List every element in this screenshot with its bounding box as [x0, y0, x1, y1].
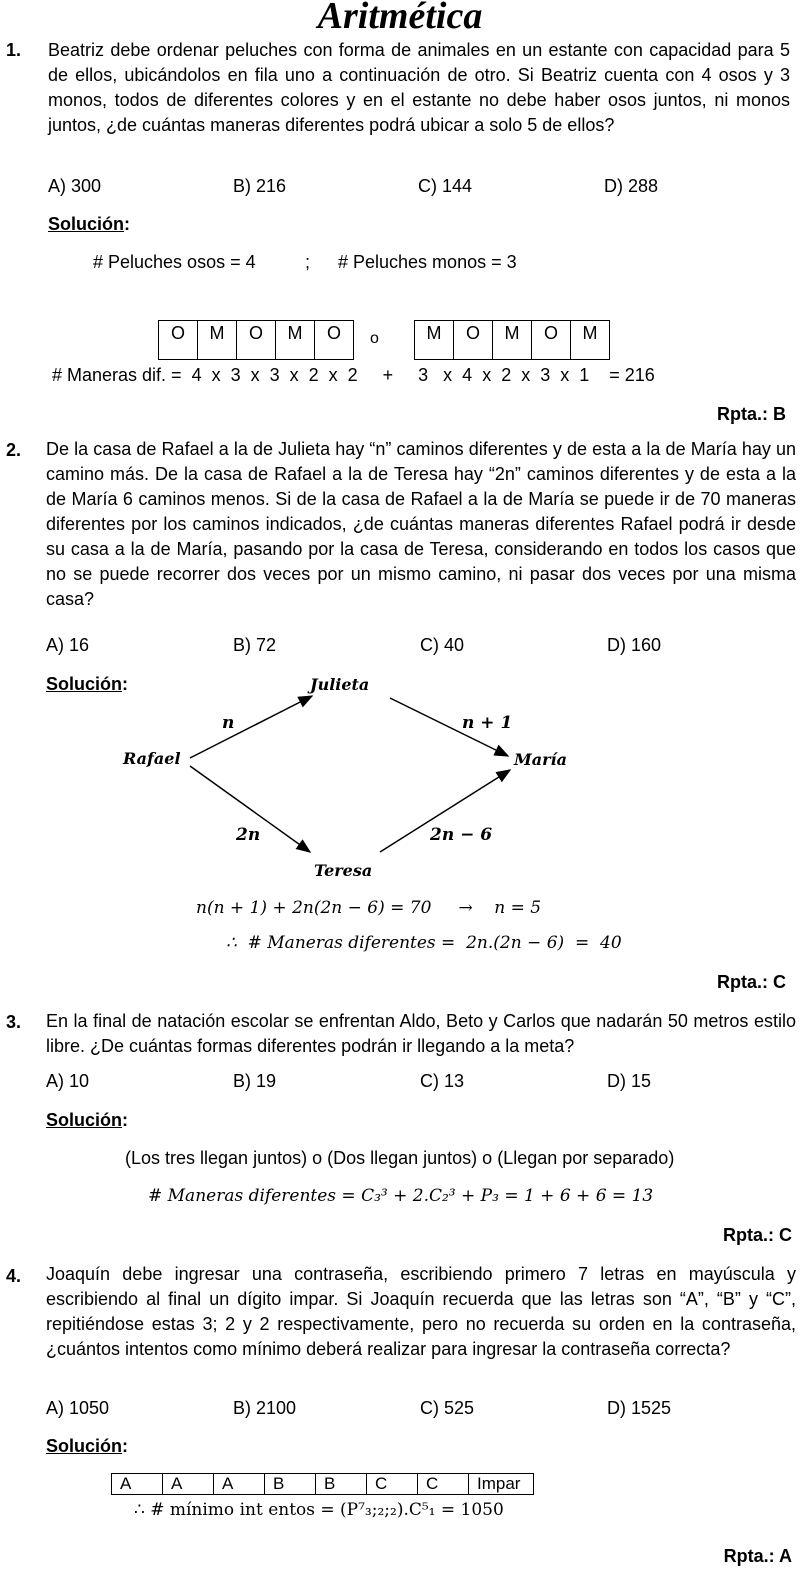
q1-option-c: C) 144	[418, 176, 473, 196]
q2-route-diagram	[0, 660, 800, 900]
question-4-text: Joaquín debe ingresar una contraseña, escribiendo primero 7 letras en mayúscula y escribiendo al final un dígito impar. Si Joaquín recuerda que las letras son “A”, “B” y “C”, repitiéndose estas 3; 2 y 2 respectivamente, pero no recuerda su orden en la contraseña, ¿cuántos intentos como mínimo deberá realizar para ingresar la contraseña correcta?	[46, 1264, 796, 1359]
q3-answer: Rpta.: C	[723, 1225, 792, 1245]
question-4-number: 4.	[6, 1266, 22, 1286]
box-cell: O	[454, 321, 493, 360]
q4-option-b: B) 2100	[233, 1398, 297, 1418]
box-cell: O	[237, 321, 276, 360]
q4-option-d: D) 1525	[607, 1398, 672, 1418]
q2-result: ∴ # Maneras diferentes = 2n.(2n − 6) = 40	[226, 933, 622, 953]
box-cell: M	[276, 321, 315, 360]
q2-option-b: B) 72	[233, 635, 277, 655]
q1-option-a: A) 300	[48, 176, 102, 196]
password-cell: C	[418, 1474, 469, 1495]
solution-label: Solución	[46, 1110, 122, 1130]
q1-option-b: B) 216	[233, 176, 287, 196]
q2-answer: Rpta.: C	[717, 972, 786, 992]
q1-or-label: o	[370, 330, 379, 347]
q2-solution-heading: Solución:	[46, 674, 128, 694]
q1-given-osos: # Peluches osos = 4	[93, 252, 256, 272]
q3-option-c: C) 13	[420, 1071, 465, 1091]
q3-option-d: D) 15	[607, 1071, 652, 1091]
question-1-number: 1.	[6, 40, 22, 60]
password-cell: A	[163, 1474, 214, 1495]
password-cell: B	[316, 1474, 367, 1495]
page-title: Aritmética	[317, 0, 483, 37]
q4-password-layout	[111, 1473, 534, 1495]
q1-arrangement-left	[158, 320, 354, 360]
q3-option-a: A) 10	[46, 1071, 90, 1091]
edge-rafael-julieta	[190, 696, 312, 758]
node-rafael: Rafael	[123, 749, 181, 768]
box-cell: O	[532, 321, 571, 360]
question-2-number: 2.	[6, 440, 22, 460]
password-cell: B	[265, 1474, 316, 1495]
question-3-number: 3.	[6, 1012, 22, 1032]
box-cell: M	[571, 321, 610, 360]
question-2-text: De la casa de Rafael a la de Julieta hay “n” caminos diferentes y de esta a la de María hay un camino más. De la casa de Rafael a la de Teresa hay “2n” caminos diferentes y de esta a la de María 6 caminos menos. Si de la casa de Rafael a la de María se puede ir de 70 maneras diferentes por los caminos indicados, ¿de cuántas maneras diferentes Rafael podrá ir desde su casa a la de María, pasando por la casa de Teresa, considerando en todos los casos que no se puede recorrer dos veces por un mismo camino, ni pasar dos veces por una misma casa?	[46, 439, 796, 609]
q3-solution-heading: Solución:	[46, 1110, 128, 1130]
q4-option-c: C) 525	[420, 1398, 475, 1418]
q1-given-monos: # Peluches monos = 3	[338, 252, 517, 272]
q2-option-c: C) 40	[420, 635, 465, 655]
q4-formula: ∴ # mínimo int entos = (P⁷₃;₂;₂).C⁵₁ = 1050	[134, 1500, 504, 1520]
box-cell: O	[159, 321, 198, 360]
q1-calculation: # Maneras dif. = 4 x 3 x 3 x 2 x 2 + 3 x 4 x 2 x 3 x 1 = 216	[52, 365, 655, 385]
q3-cases: (Los tres llegan juntos) o (Dos llegan juntos) o (Llegan por separado)	[125, 1148, 675, 1168]
q3-formula: # Maneras diferentes = C₃³ + 2.C₂³ + P₃ = 1 + 6 + 6 = 13	[148, 1186, 654, 1206]
node-julieta: Julieta	[310, 675, 370, 694]
password-cell: A	[214, 1474, 265, 1495]
edge-label-2n: 2n	[236, 825, 261, 845]
box-cell: O	[315, 321, 354, 360]
password-cell: A	[112, 1474, 163, 1495]
q1-arrangement-right	[414, 320, 610, 360]
edge-label-n: n	[222, 713, 235, 733]
password-cell: C	[367, 1474, 418, 1495]
q4-answer: Rpta.: A	[723, 1546, 792, 1566]
node-maria: María	[514, 750, 567, 769]
edge-label-2n-minus-6: 2n − 6	[430, 825, 493, 845]
solution-label: Solución	[48, 214, 124, 234]
q1-answer: Rpta.: B	[717, 404, 786, 424]
q1-given-separator: ;	[305, 252, 311, 272]
box-cell: M	[415, 321, 454, 360]
q3-option-b: B) 19	[233, 1071, 277, 1091]
question-1-text: Beatriz debe ordenar peluches con forma de animales en un estante con capacidad para 5 de ellos, ubicándolos en fila uno a continuación de otro. Si Beatriz cuenta con 4 osos y 3 monos, todos de diferentes colores y en el estante no debe haber osos juntos, ni monos juntos, ¿de cuántas maneras diferentes podrá ubicar a solo 5 de ellos?	[48, 40, 790, 135]
solution-label: Solución	[46, 1436, 122, 1456]
edge-label-n-plus-1: n + 1	[462, 713, 513, 733]
q2-option-a: A) 16	[46, 635, 90, 655]
password-cell: Impar	[469, 1474, 534, 1495]
q4-solution-heading: Solución:	[46, 1436, 128, 1456]
q4-option-a: A) 1050	[46, 1398, 110, 1418]
q1-option-d: D) 288	[604, 176, 659, 196]
solution-label: Solución	[46, 674, 122, 694]
box-cell: M	[493, 321, 532, 360]
q1-solution-heading: Solución:	[48, 214, 130, 234]
q2-equation: n(n + 1) + 2n(2n − 6) = 70 → n = 5	[196, 898, 542, 918]
q2-option-d: D) 160	[607, 635, 662, 655]
question-3-text: En la final de natación escolar se enfrentan Aldo, Beto y Carlos que nadarán 50 metros estilo libre. ¿De cuántas formas diferentes podrán ir llegando a la meta?	[46, 1011, 796, 1056]
node-teresa: Teresa	[314, 861, 373, 880]
box-cell: M	[198, 321, 237, 360]
